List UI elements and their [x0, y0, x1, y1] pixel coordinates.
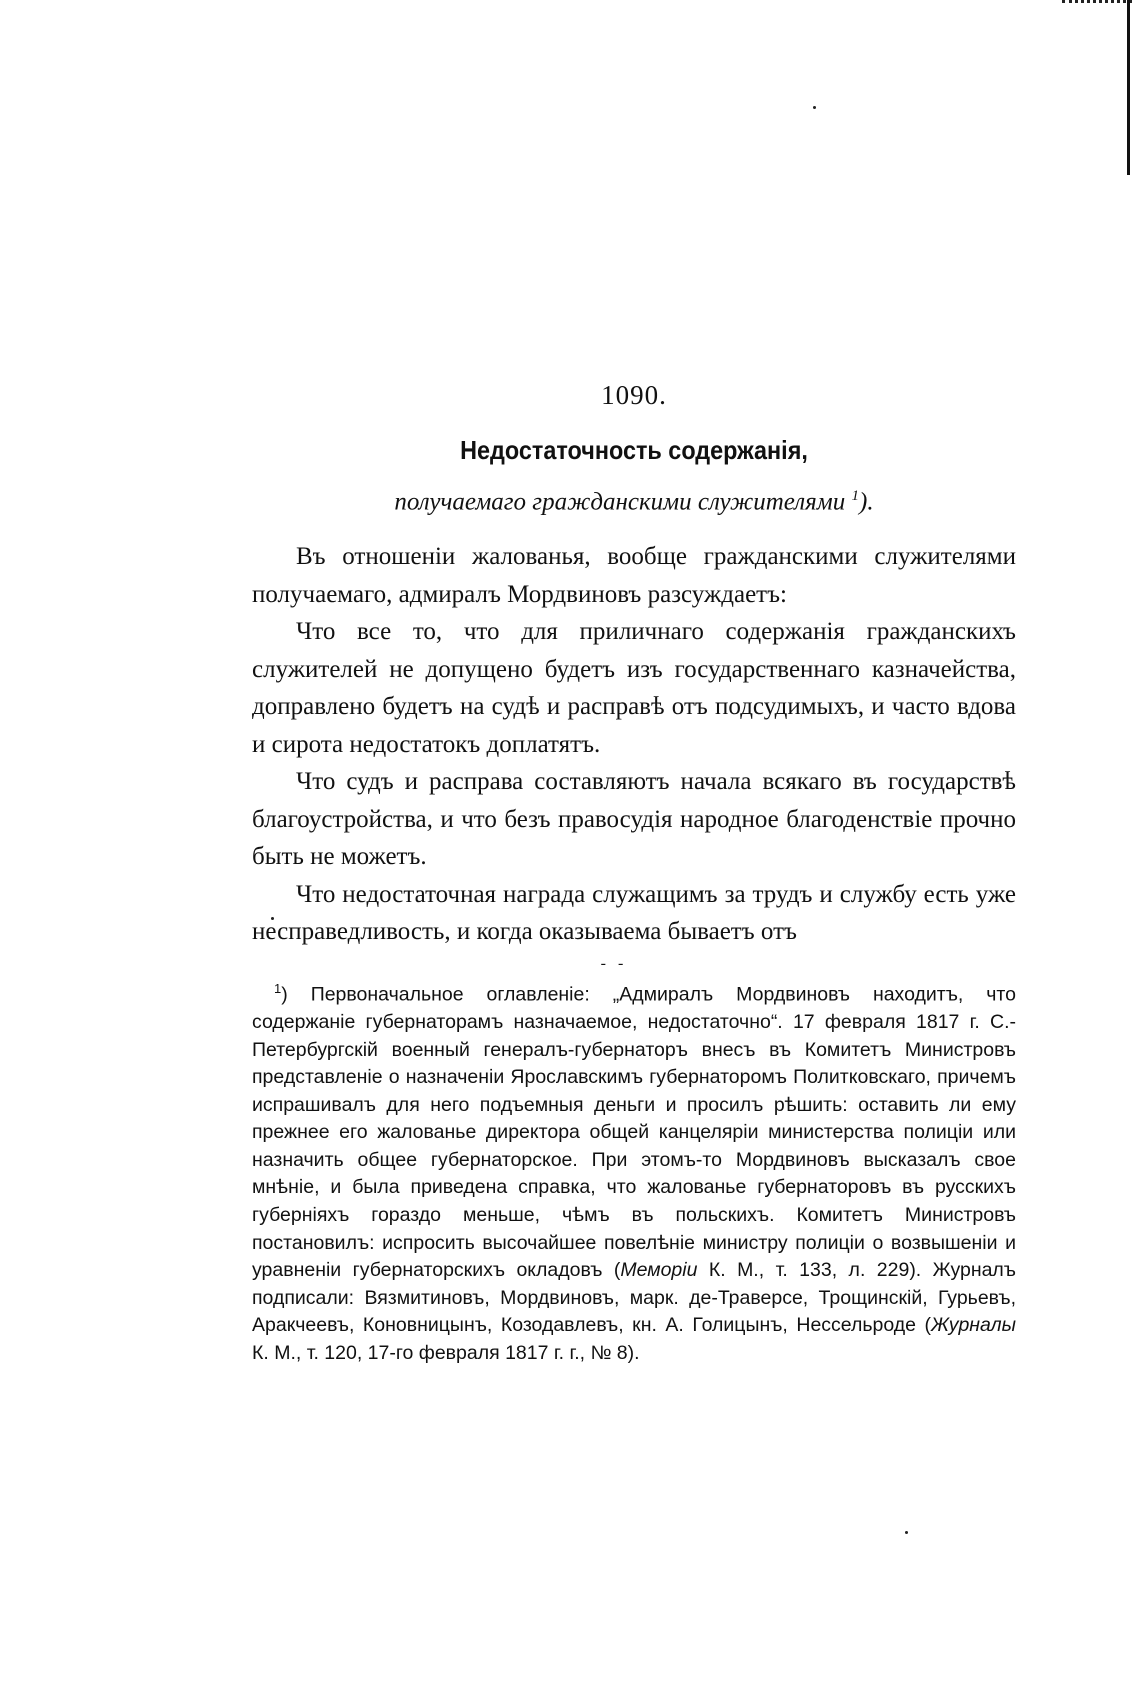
footnote-text: К. М., т. 133, л. 229). Журналъ подписали: Вязмитиновъ, Мордвиновъ, марк. де-Траверсе, Трощинскій, Гурьевъ, Аракчеевъ, Коновницынъ, Козодавлевъ, кн. А. Голицынъ, Нессельроде (	[252, 1259, 1016, 1337]
document-subheading	[252, 488, 1016, 516]
footnote-source-italic: Журналы	[931, 1314, 1016, 1337]
document-page	[252, 380, 1016, 1368]
scan-speck	[813, 106, 816, 109]
subheading-text: получаемаго гражданскими служителями	[394, 488, 846, 516]
scan-edge-marks	[1062, 0, 1132, 11]
footnote-text: К. М., т. 120, 17-го февраля 1817 г. г., № 8).	[252, 1342, 640, 1365]
subheading-close: ).	[859, 488, 874, 516]
document-number: 1090.	[601, 380, 667, 410]
scan-speck	[905, 1531, 908, 1534]
footnote-ref: 1	[851, 488, 860, 504]
paragraph: Что судъ и расправа составляютъ начала всякаго въ государствѣ благоустройства, и что безъ правосудія народное благоденствіе прочно быть не можетъ.	[252, 768, 1016, 871]
document-heading: Недостаточность содержанія,	[460, 435, 808, 465]
footnote-text: ) Первоначальное оглавленіе: „Адмиралъ Мордвиновъ находитъ, что содержаніе губернаторамъ назначаемое, недостаточно“. 17 февраля 1817 г. С.-Петербургскій военный генералъ-губернаторъ внесъ въ Комитетъ Министровъ представленіе о назначеніи Ярославскимъ губернаторомъ Политковскаго, причемъ испрашивалъ для него подъемныя деньги и просилъ рѣшить: оставить ли ему прежнее его жалованье директора общей канцеляріи министерства полиціи или назначить общее губернаторское. При этомъ-то Мордвиновъ высказалъ свое мнѣніе, и была приведена справка, что жалованье губернаторовъ въ русскихъ губерніяхъ гораздо меньше, чѣмъ въ польскихъ. Комитетъ Министровъ постановилъ: испросить высочайшее повелѣніе министру полиціи о возвышеніи и уравненіи губернаторскихъ окладовъ (	[252, 983, 1016, 1282]
footnote-marker: 1	[274, 980, 282, 996]
footnote	[252, 975, 1016, 1368]
scan-edge-line	[1127, 0, 1130, 175]
footnote-separator: - -	[600, 954, 628, 972]
paragraph: Въ отношеніи жалованья, вообще гражданскими служителями получаемаго, адмиралъ Мордвиновъ разсуждаетъ:	[252, 543, 1016, 608]
paragraph: Что недостаточная награда служащимъ за трудъ и службу есть уже несправедливость, и когда оказываема бываетъ отъ	[252, 880, 1016, 946]
footnote-source-italic: Меморіи	[620, 1259, 698, 1282]
paragraph: Что все то, что для приличнаго содержанія гражданскихъ служителей не допущено будетъ изъ государственнаго казначейства, доправлено будетъ на судѣ и расправѣ отъ подсудимыхъ, и часто вдова и сирота недостатокъ доплатятъ.	[252, 618, 1016, 758]
